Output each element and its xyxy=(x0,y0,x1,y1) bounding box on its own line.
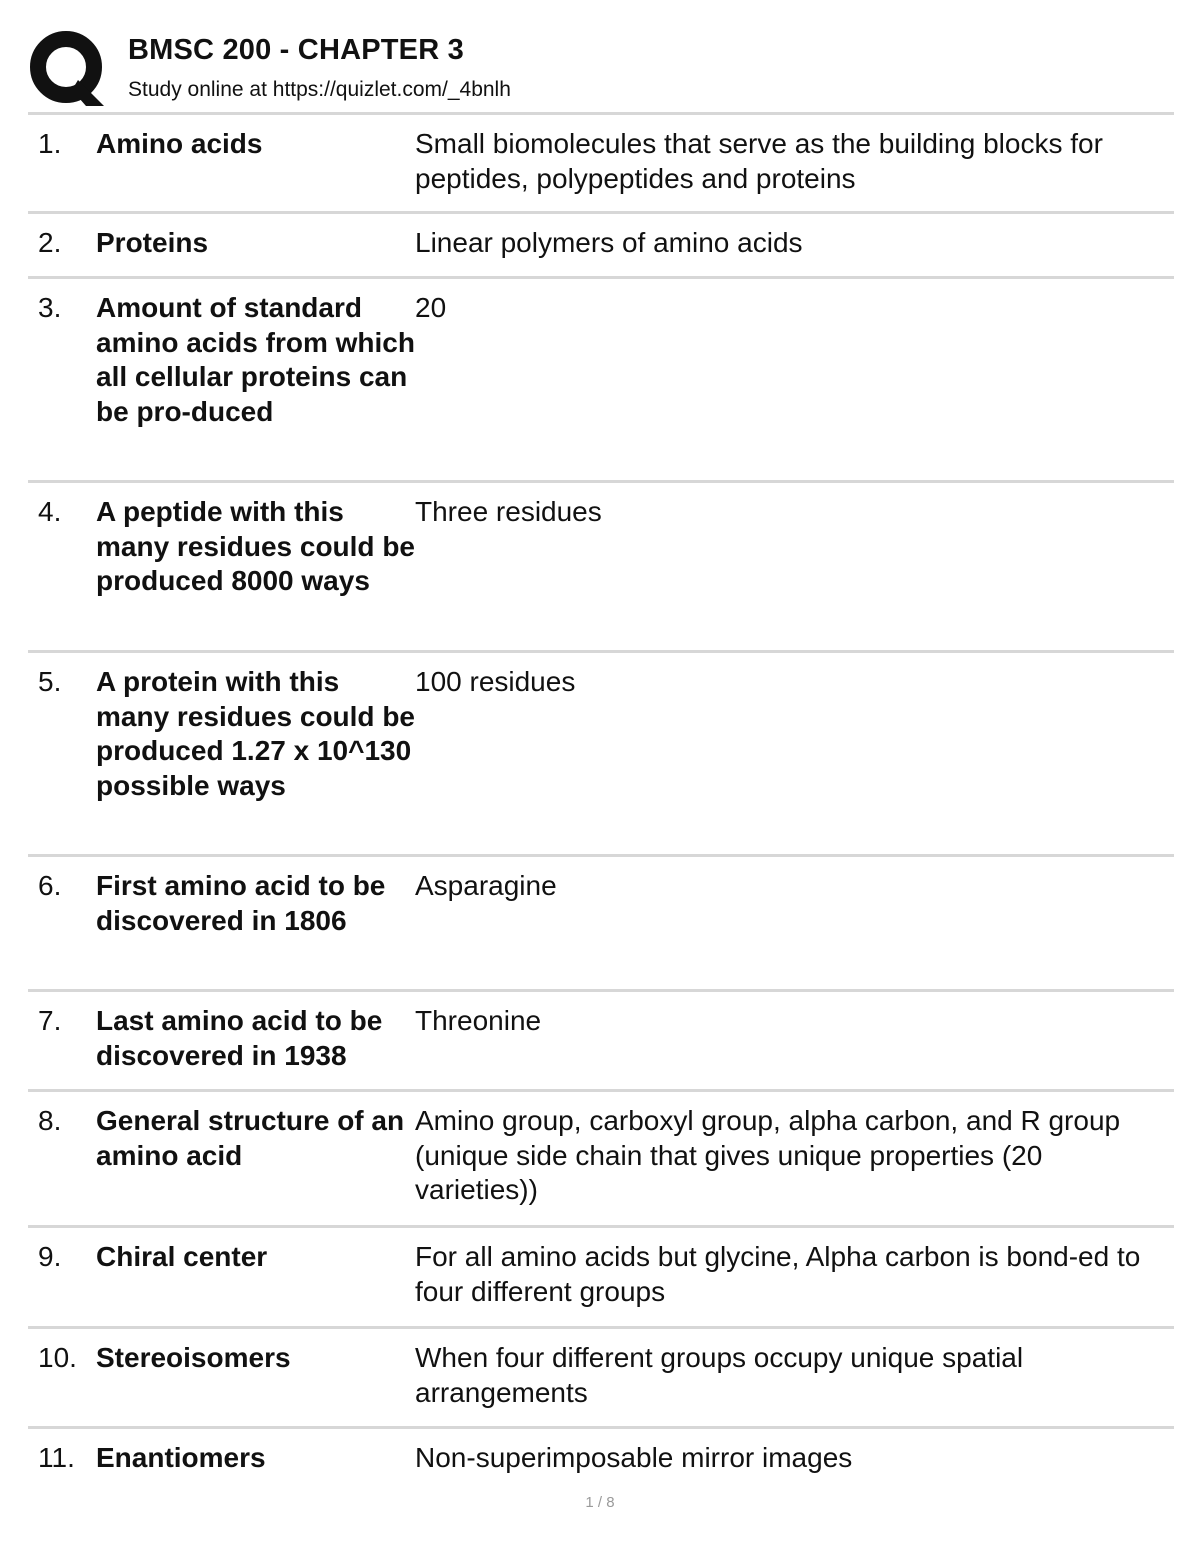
card-number: 3. xyxy=(38,292,62,323)
card-term: Proteins xyxy=(96,227,209,258)
page-indicator: 1 / 8 xyxy=(585,1494,615,1511)
card-term: Enantiomers xyxy=(96,1442,266,1473)
card-term: Amino acids xyxy=(96,128,263,159)
card-number: 7. xyxy=(38,1005,62,1036)
study-link-text: Study online at https://quizlet.com/_4bnlh xyxy=(128,78,511,101)
card-definition: Non-superimposable mirror images xyxy=(415,1442,853,1473)
card-term: General structure of an amino acid xyxy=(96,1105,405,1171)
card-term: A protein with this many residues could be produced 1.27 x 10^130 possible ways xyxy=(96,666,415,801)
card-term: First amino acid to be discovered in 1806 xyxy=(96,870,386,936)
flashcard-row xyxy=(28,1092,1174,1228)
card-definition: When four different groups occupy unique spatial arrangements xyxy=(415,1342,1024,1408)
card-definition: Threonine xyxy=(415,1005,542,1036)
card-term: A peptide with this many residues could be produced 8000 ways xyxy=(96,496,415,596)
flashcard-row xyxy=(28,483,1174,653)
quizlet-q-logo-icon xyxy=(28,28,108,108)
card-number: 4. xyxy=(38,496,62,527)
card-term: Chiral center xyxy=(96,1241,268,1272)
card-number: 8. xyxy=(38,1105,62,1136)
flashcard-row xyxy=(28,857,1174,992)
page-header xyxy=(28,28,1174,110)
card-term: Amount of standard amino acids from which all cellular proteins can be pro-duced xyxy=(96,292,415,427)
flashcard-list xyxy=(28,115,1174,1489)
card-definition: 100 residues xyxy=(415,666,576,697)
card-definition: Amino group, carboxyl group, alpha carbon, and R group (unique side chain that gives unique properties (20 varieties)) xyxy=(415,1105,1121,1205)
card-definition: Linear polymers of amino acids xyxy=(415,227,803,258)
flashcard-row xyxy=(28,1429,1174,1489)
flashcard-row xyxy=(28,214,1174,279)
card-number: 10. xyxy=(38,1342,77,1373)
card-definition: For all amino acids but glycine, Alpha carbon is bond-ed to four different groups xyxy=(415,1241,1141,1307)
card-number: 9. xyxy=(38,1241,62,1272)
flashcard-row xyxy=(28,279,1174,483)
card-term: Stereoisomers xyxy=(96,1342,291,1373)
flashcard-row xyxy=(28,1228,1174,1329)
card-term: Last amino acid to be discovered in 1938 xyxy=(96,1005,383,1071)
card-number: 5. xyxy=(38,666,62,697)
card-number: 1. xyxy=(38,128,62,159)
flashcard-row xyxy=(28,653,1174,857)
flashcard-row xyxy=(28,1329,1174,1429)
card-definition: Asparagine xyxy=(415,870,557,901)
document-title: BMSC 200 - CHAPTER 3 xyxy=(128,34,464,66)
card-definition: Three residues xyxy=(415,496,602,527)
card-number: 6. xyxy=(38,870,62,901)
flashcard-row xyxy=(28,115,1174,214)
card-definition: 20 xyxy=(415,292,447,323)
card-number: 11. xyxy=(38,1442,75,1473)
card-definition: Small biomolecules that serve as the building blocks for peptides, polypeptides and proteins xyxy=(415,128,1103,194)
flashcard-row xyxy=(28,992,1174,1092)
card-number: 2. xyxy=(38,227,62,258)
